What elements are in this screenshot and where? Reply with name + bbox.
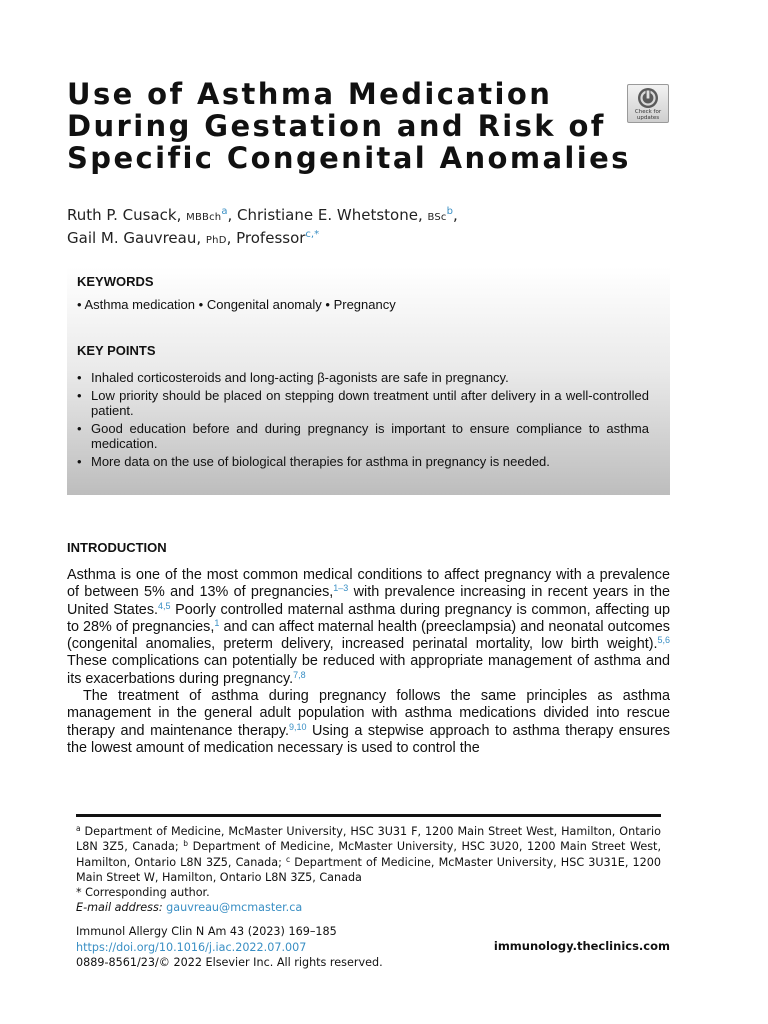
corresponding-author-note: * Corresponding author. xyxy=(76,886,210,900)
keywords-heading: KEYWORDS xyxy=(77,274,154,289)
doi-link[interactable]: https://doi.org/10.1016/j.iac.2022.07.007 xyxy=(76,940,307,954)
reference-link[interactable]: 1 xyxy=(214,617,220,628)
affiliation-link[interactable]: a xyxy=(221,206,228,217)
email-link[interactable]: gauvreau@mcmaster.ca xyxy=(166,901,303,915)
page-footer xyxy=(76,924,670,971)
reference-link[interactable]: 1–3 xyxy=(333,583,349,594)
keyword: Congenital anomaly xyxy=(206,297,322,312)
affiliation-mark: a xyxy=(76,824,81,833)
affiliation-b: Department of Medicine, McMaster University, HSC 3U20, 1200 Main Street West, Hamilton, Ontario L8N 3Z5, Canada; xyxy=(76,840,662,869)
paragraph-text: with prevalence increasing in recent years in the United States. xyxy=(67,584,670,618)
reference-link[interactable]: 4,5 xyxy=(158,600,171,611)
paragraph-text: Asthma is one of the most common medical conditions to affect pregnancy with a prevalence of between 5% and 13% of pregnancies, xyxy=(67,567,670,601)
paragraph xyxy=(67,688,670,757)
key-point-item: • Inhaled corticosteroids and long-acting β-agonists are safe in pregnancy. xyxy=(77,370,649,385)
paragraph-text: Using a stepwise approach to asthma therapy ensures the lowest amount of medication necessary is used to control the xyxy=(67,722,670,756)
keyword-separator: • xyxy=(77,297,82,312)
reference-link[interactable]: 7,8 xyxy=(293,669,306,680)
affiliation-link[interactable]: b xyxy=(446,206,453,217)
affiliation-text xyxy=(76,824,661,885)
paragraph-text: and can affect maternal health (preeclampsia) and neonatal outcomes (congenital anomalies, preterm delivery, increased perinatal mortality, low birth weight). xyxy=(67,618,670,653)
copyright: 0889-8561/23/© 2022 Elsevier Inc. All rights reserved. xyxy=(76,956,383,969)
section-heading-introduction: INTRODUCTION xyxy=(67,540,167,555)
author-degree: BSc xyxy=(427,212,447,223)
journal-citation: Immunol Allergy Clin N Am 43 (2023) 169–185 xyxy=(76,925,337,938)
author-degree: MBBch xyxy=(186,212,222,223)
key-point-item: • Low priority should be placed on stepping down treatment until after delivery in a well-controlled patient. xyxy=(77,388,649,418)
affiliation-link[interactable]: c,* xyxy=(305,229,320,240)
check-for-updates-badge[interactable] xyxy=(627,84,669,123)
author-title: Professor xyxy=(236,229,306,247)
key-point-item: • Good education before and during pregnancy is important to ensure compliance to asthma medication. xyxy=(77,421,649,451)
affiliation-c: Department of Medicine, McMaster University, HSC 3U31E, 1200 Main Street W, Hamilton, Ontario L8N 3Z5, Canada xyxy=(76,855,661,884)
affiliation-a: Department of Medicine, McMaster University, HSC 3U31 F, 1200 Main Street West, Hamilton, Ontario L8N 3Z5, Canada; xyxy=(76,825,661,854)
keyword-list xyxy=(77,297,396,312)
paragraph-text: Poorly controlled maternal asthma during pregnancy is common, affecting up to 28% of pregnancies, xyxy=(67,601,670,635)
introduction-body xyxy=(67,567,670,757)
key-point-item: • More data on the use of biological therapies for asthma in pregnancy is needed. xyxy=(77,454,649,469)
key-points-list xyxy=(77,370,649,472)
title-line: During Gestation and Risk of xyxy=(67,109,606,143)
author-degree: PhD xyxy=(205,235,227,246)
affiliation-mark: b xyxy=(183,839,189,849)
author-list: Ruth P. Cusack, MBBch$^a$, Christiane E. Whetstone, BSc$^b$, Gail M. Gauvreau, PhD, Professor$^{c,*}$ xyxy=(67,206,458,247)
author-name: Ruth P. Cusack xyxy=(67,206,177,224)
reference-link[interactable]: 5,6 xyxy=(657,635,670,646)
reference-link[interactable]: 9,10 xyxy=(288,721,307,732)
title-line: Specific Congenital Anomalies xyxy=(67,141,631,175)
keyword: Pregnancy xyxy=(333,297,396,312)
key-points-heading: KEY POINTS xyxy=(77,343,156,358)
paragraph-text: These complications can potentially be reduced with appropriate management of asthma and its exacerbations during pregnancy. xyxy=(67,653,670,687)
email-line xyxy=(76,900,661,915)
paragraph xyxy=(67,567,670,688)
keyword-separator: • xyxy=(325,297,330,312)
check-for-updates-icon xyxy=(637,87,659,109)
affiliations xyxy=(76,824,661,916)
keywords-keypoints-box xyxy=(67,267,670,495)
email-label: E-mail address: xyxy=(76,901,163,915)
journal-website[interactable]: immunology.theclinics.com xyxy=(493,939,670,953)
article-title xyxy=(67,77,631,175)
author-name: Gail M. Gauvreau xyxy=(67,229,197,247)
badge-label: Check for updates xyxy=(634,109,662,121)
author-name: Christiane E. Whetstone xyxy=(237,206,418,224)
title-line: Use of Asthma Medication xyxy=(67,77,553,111)
keyword-separator: • xyxy=(198,297,204,312)
footnote-divider xyxy=(76,814,661,817)
keyword: Asthma medication xyxy=(84,297,196,312)
paragraph-text: The treatment of asthma during pregnancy follows the same principles as asthma management in the general adult population with asthma medications divided into rescue therapy and maintenance therapy. xyxy=(67,688,670,739)
affiliation-mark: c xyxy=(286,854,291,864)
